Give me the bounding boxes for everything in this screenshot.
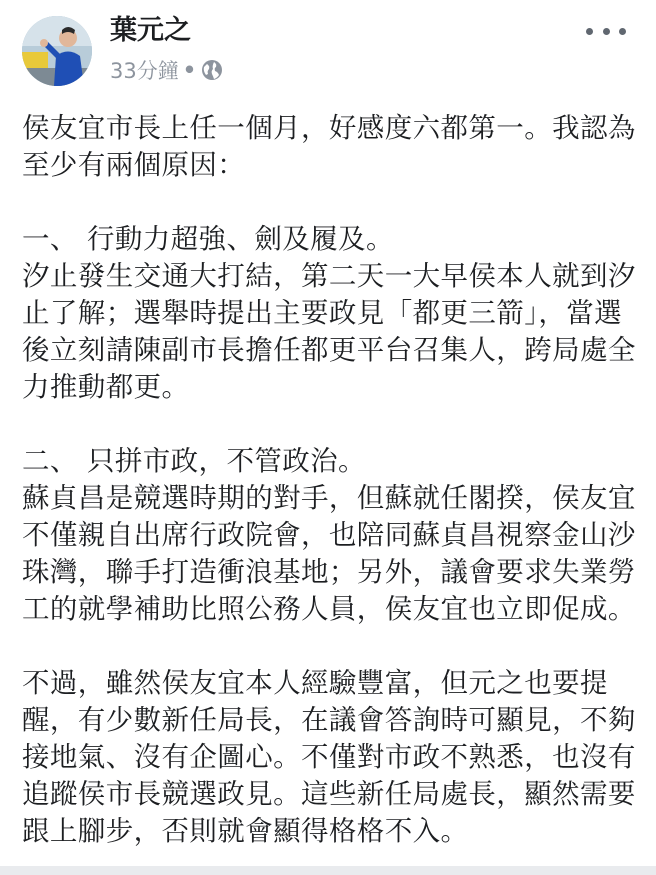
post-line: 止了解；選舉時提出主要政見「都更三箭」，當選	[22, 297, 623, 329]
post-line: 接地氣、沒有企圖心。不僅對市政不熟悉，也沒有	[22, 741, 636, 773]
post-header	[0, 0, 656, 96]
author-avatar[interactable]	[22, 16, 92, 86]
post-timestamp[interactable]: 33分鐘	[110, 59, 179, 83]
more-dot-icon	[586, 28, 593, 35]
post-line: 不僅親自出席行政院會，也陪同蘇貞昌視察金山沙	[22, 519, 636, 551]
post-line: 追蹤侯市長競選政見。這些新任局處長，顯然需要	[22, 778, 636, 810]
globe-icon[interactable]	[201, 59, 223, 81]
post-line: 跟上腳步，否則就會顯得格格不入。	[22, 815, 469, 847]
section-heading: 二、 只拼市政，不管政治。	[22, 445, 366, 477]
post-line: 醒，有少數新任局長，在議會答詢時可顯見，不夠	[22, 704, 636, 736]
meta-separator: •	[182, 58, 197, 82]
more-dot-icon	[619, 28, 626, 35]
post-divider	[0, 866, 656, 875]
post-line: 至少有兩個原因：	[22, 149, 246, 181]
section-heading: 一、 行動力超強、劍及履及。	[22, 223, 394, 255]
more-options-button[interactable]	[586, 18, 626, 44]
post-line: 蘇貞昌是競選時期的對手，但蘇就任閣揆，侯友宜	[22, 482, 636, 514]
post-line: 力推動都更。	[22, 371, 190, 403]
post-text	[22, 110, 642, 850]
post-meta	[110, 55, 223, 85]
post-line: 汐止發生交通大打結，第二天一大早侯本人就到汐	[22, 260, 636, 292]
more-dot-icon	[603, 28, 610, 35]
post-line: 侯友宜市長上任一個月，好感度六都第一。我認為	[22, 112, 636, 144]
avatar-photo	[22, 16, 92, 86]
post-line: 不過，雖然侯友宜本人經驗豐富，但元之也要提	[22, 667, 608, 699]
author-name[interactable]: 葉元之	[110, 15, 191, 46]
post-line: 工的就學補助比照公務人員，侯友宜也立即促成。	[22, 593, 636, 625]
post-line: 珠灣，聯手打造衝浪基地；另外，議會要求失業勞	[22, 556, 636, 588]
post-line: 後立刻請陳副市長擔任都更平台召集人，跨局處全	[22, 334, 636, 366]
